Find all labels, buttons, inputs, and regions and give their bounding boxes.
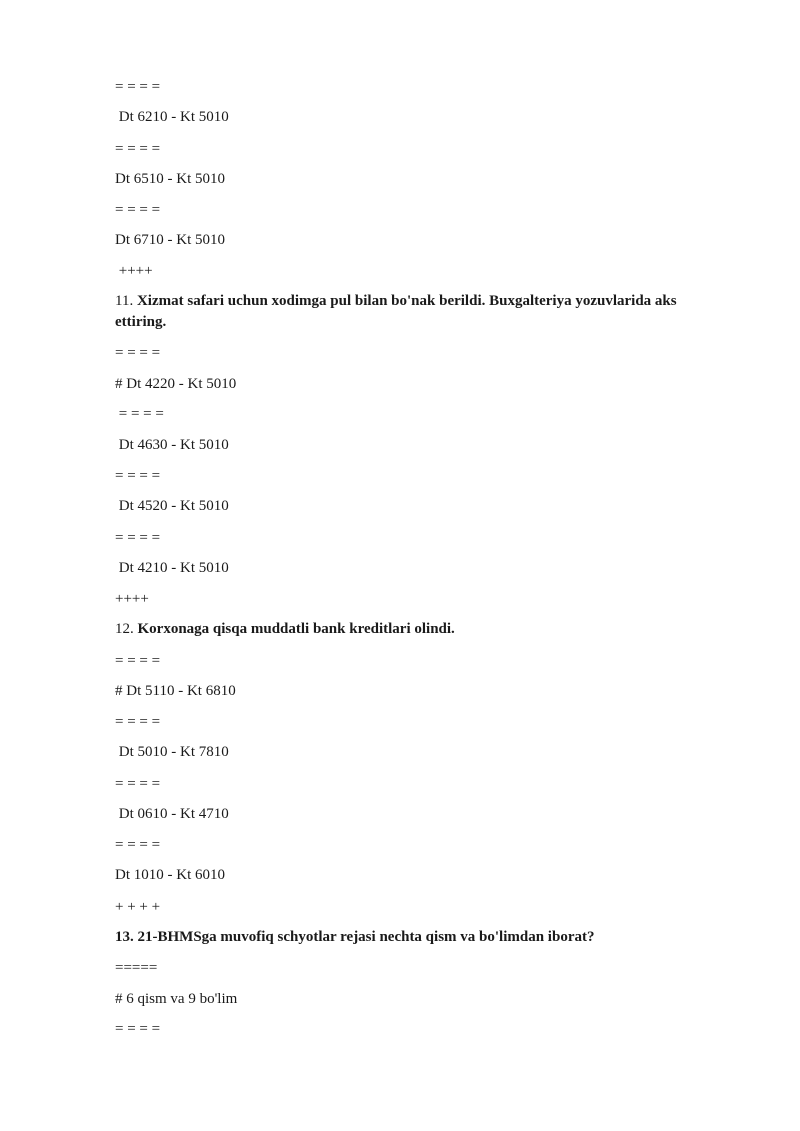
question-12 — [115, 619, 725, 640]
question-11 — [115, 291, 725, 333]
separator: = = = = — [115, 714, 161, 730]
answer-option: Dt 4630 - Kt 5010 — [115, 437, 229, 453]
answer-option: Dt 4520 - Kt 5010 — [115, 498, 229, 514]
correct-answer: # 6 qism va 9 bo'lim — [115, 991, 238, 1007]
question-end-marker: + + + + — [115, 899, 161, 915]
separator: = = = = — [115, 202, 161, 218]
separator: = = = = — [115, 406, 164, 422]
separator: = = = = — [115, 653, 161, 669]
answer-option: Dt 6210 - Kt 5010 — [115, 109, 229, 125]
correct-answer: # Dt 4220 - Kt 5010 — [115, 376, 237, 392]
separator: = = = = — [115, 468, 161, 484]
separator: = = = = — [115, 530, 161, 546]
answer-option: Dt 4210 - Kt 5010 — [115, 560, 229, 576]
question-13: 13. 21-BHMSga muvofiq schyotlar rejasi nechta qism va bo'limdan iborat? — [115, 929, 595, 945]
answer-option: Dt 1010 - Kt 6010 — [115, 867, 225, 883]
question-text: Korxonaga qisqa muddatli bank kreditlari olindi. — [137, 621, 455, 637]
question-number: 11. — [115, 293, 137, 309]
answer-option: Dt 5010 - Kt 7810 — [115, 744, 229, 760]
answer-option: Dt 0610 - Kt 4710 — [115, 806, 229, 822]
separator: ===== — [115, 960, 158, 976]
question-end-marker: ++++ — [115, 591, 149, 607]
separator: = = = = — [115, 79, 161, 95]
separator: = = = = — [115, 141, 161, 157]
separator: = = = = — [115, 776, 161, 792]
answer-option: Dt 6710 - Kt 5010 — [115, 232, 225, 248]
separator: = = = = — [115, 345, 161, 361]
correct-answer: # Dt 5110 - Kt 6810 — [115, 683, 236, 699]
answer-option: Dt 6510 - Kt 5010 — [115, 171, 225, 187]
separator: = = = = — [115, 837, 161, 853]
question-text: Xizmat safari uchun xodimga pul bilan bo'nak berildi. Buxgalteriya yozuvlarida aks ettiring. — [115, 293, 677, 330]
separator: = = = = — [115, 1021, 161, 1037]
question-end-marker: ++++ — [115, 263, 153, 279]
question-number: 12. — [115, 621, 138, 637]
